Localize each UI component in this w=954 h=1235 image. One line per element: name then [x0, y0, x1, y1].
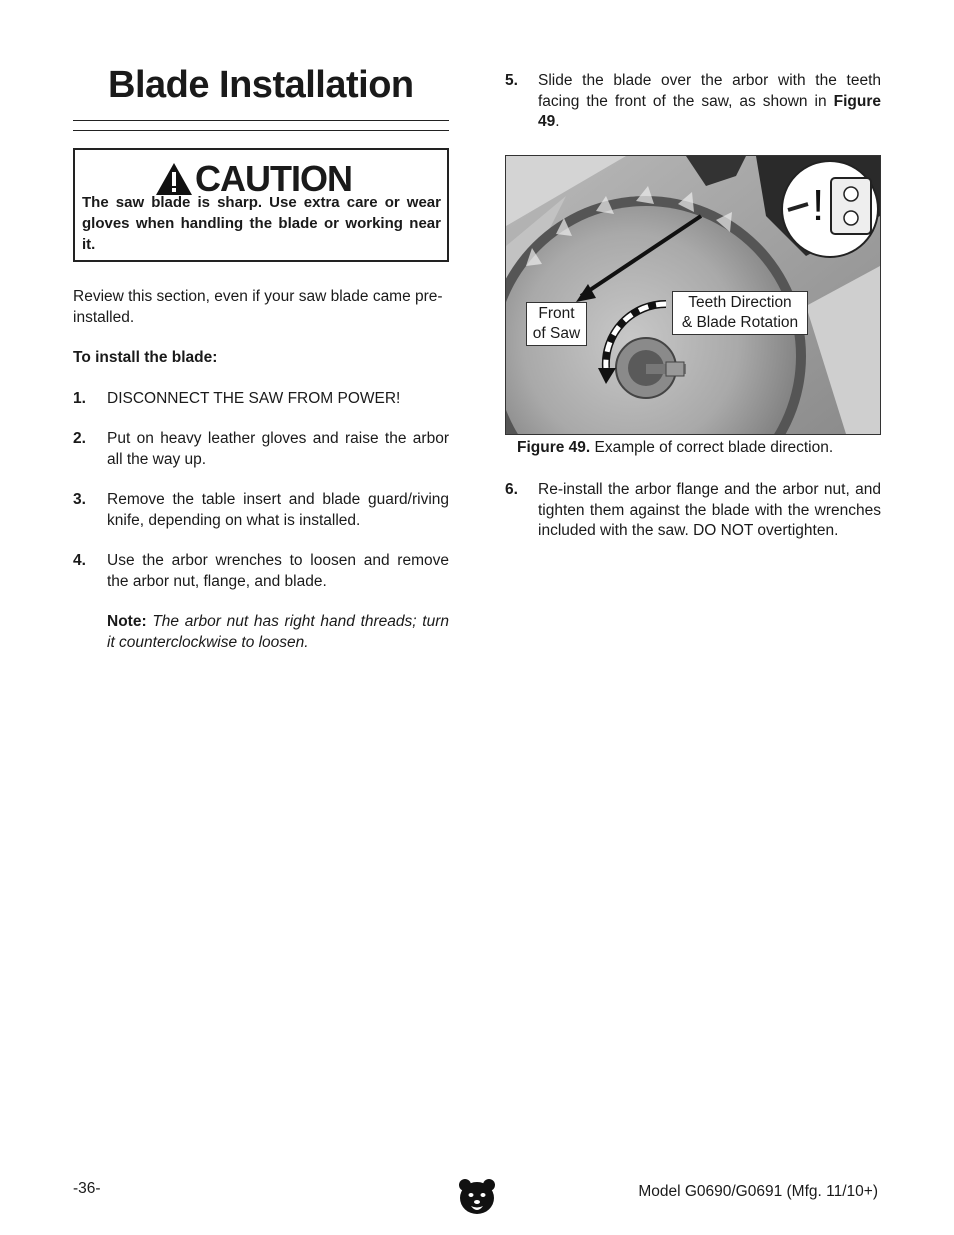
bear-logo-icon [458, 1178, 496, 1220]
caution-heading-text: CAUTION [195, 158, 352, 199]
step-number: 4. [73, 552, 86, 569]
page-number: -36- [73, 1180, 101, 1197]
subheading: To install the blade: [73, 349, 218, 366]
front-of-saw-label: Front of Saw [526, 302, 587, 346]
figure-reference: Figure 49 [538, 92, 881, 130]
note-label: Note: [107, 613, 147, 630]
step-number: 5. [505, 72, 518, 89]
page-title: Blade Installation [108, 64, 414, 106]
step-text: Remove the table insert and blade guard/riving knife, depending on what is installed. [107, 491, 449, 529]
svg-text:!: ! [812, 181, 825, 230]
caution-box [73, 148, 449, 262]
step-number: 3. [73, 491, 86, 508]
step-text: DISCONNECT THE SAW FROM POWER! [107, 390, 401, 407]
figure-49 [505, 155, 881, 435]
step-number: 1. [73, 390, 86, 407]
note [107, 612, 449, 653]
warning-triangle-icon [155, 162, 193, 196]
step-text: Put on heavy leather gloves and raise the arbor all the way up. [107, 430, 449, 468]
step-text: Re-install the arbor flange and the arbor nut, and tighten them against the blade with the wrenches included with the saw. DO NOT overtighten. [538, 481, 881, 539]
title-rule-bottom [73, 130, 449, 131]
model-footer: Model G0690/G0691 (Mfg. 11/10+) [638, 1183, 878, 1200]
intro-paragraph: Review this section, even if your saw blade came pre-installed. [73, 288, 443, 326]
step-text: Slide the blade over the arbor with the teeth facing the front of the saw, as shown in Figure 49. [538, 72, 881, 130]
figure-caption: Figure 49. Example of correct blade direction. [517, 439, 834, 456]
step-text: Use the arbor wrenches to loosen and remove the arbor nut, flange, and blade. [107, 552, 449, 590]
title-rule-top [73, 120, 449, 121]
step-number: 6. [505, 481, 518, 498]
note-text: The arbor nut has right hand threads; turn it counterclockwise to loosen. [107, 613, 449, 651]
caution-text: The saw blade is sharp. Use extra care or wear gloves when handling the blade or working near it. [82, 194, 441, 253]
step-number: 2. [73, 430, 86, 447]
teeth-direction-label: Teeth Direction & Blade Rotation [672, 291, 808, 335]
